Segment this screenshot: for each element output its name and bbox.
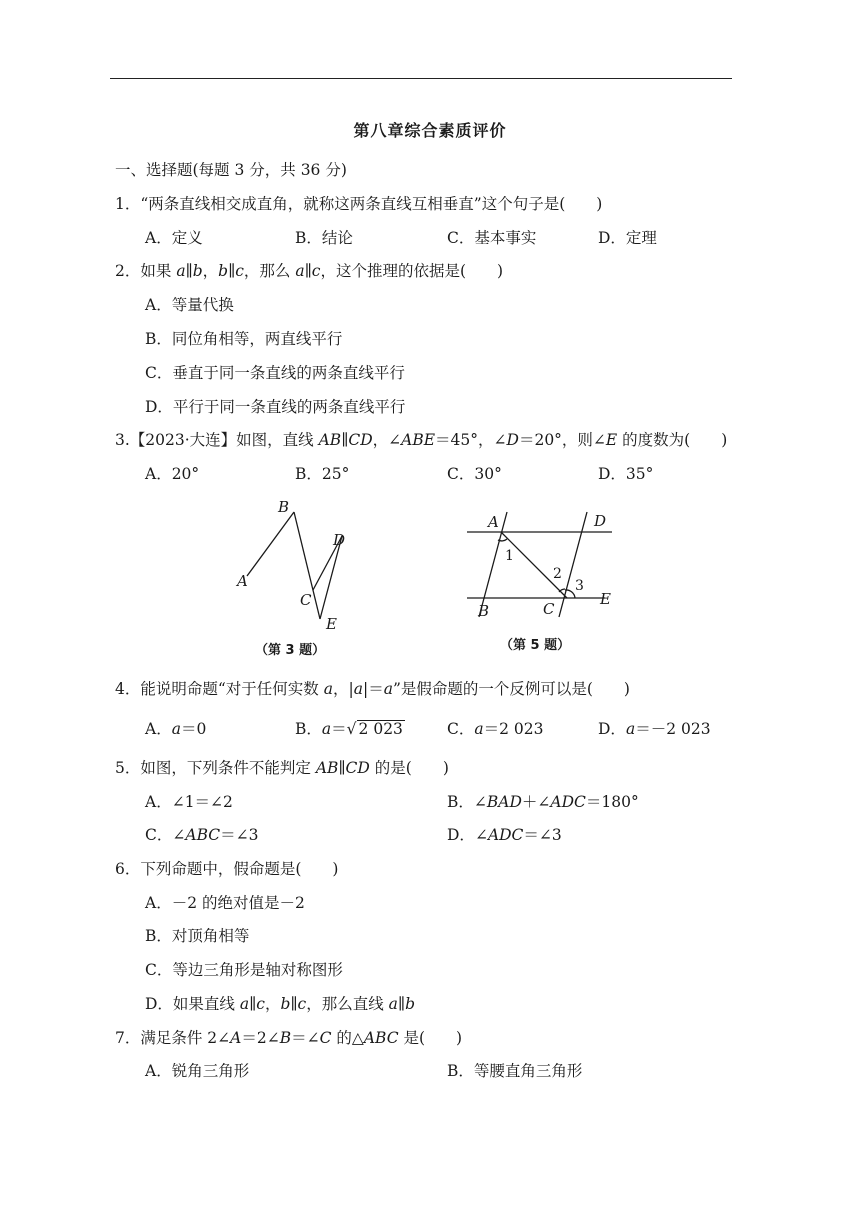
question-1: 1．“两条直线相交成直角，就称这两条直线互相垂直”这个句子是( ) — [115, 195, 603, 213]
q5-option-a: A．∠1＝∠2 — [145, 793, 233, 811]
q6-option-a: A．－2 的绝对值是－2 — [145, 894, 305, 912]
page-title: 第八章综合素质评价 — [353, 121, 507, 140]
q5-option-b: B．∠BAD＋∠ADC＝180° — [447, 793, 639, 811]
header-rule — [110, 78, 732, 79]
fig3-label-a: A — [237, 572, 248, 590]
q4-option-b: B．a＝√ 2 023 — [295, 720, 403, 738]
q4-option-d: D．a＝－2 023 — [598, 720, 711, 738]
q4-option-a: A．a＝0 — [145, 720, 207, 738]
fig5-label-e: E — [600, 590, 611, 608]
q7-option-a: A．锐角三角形 — [145, 1062, 250, 1080]
q2-option-d: D．平行于同一条直线的两条直线平行 — [145, 398, 406, 416]
question-5: 5．如图，下列条件不能判定 AB∥CD 的是( ) — [115, 759, 449, 777]
figure-3-diagram — [225, 490, 365, 665]
question-6-stem: 下列命题中，假命题是( ) — [140, 860, 339, 878]
question-2: 2．如果 a∥b，b∥c，那么 a∥c，这个推理的依据是( ) — [115, 262, 504, 280]
q6-option-d: D．如果直线 a∥c，b∥c，那么直线 a∥b — [145, 995, 415, 1013]
q2-option-c: C．垂直于同一条直线的两条直线平行 — [145, 364, 405, 382]
fig5-label-a: A — [488, 513, 499, 531]
segment-ac — [501, 532, 567, 598]
q3-option-a: A．20° — [145, 465, 200, 483]
question-3: 3.【2023·大连】如图，直线 AB∥CD，∠ABE＝45°，∠D＝20°，则∠E 的度数为( ) — [115, 431, 728, 449]
q4-option-c: C．a＝2 023 — [447, 720, 544, 738]
q3-option-b: B．25° — [295, 465, 350, 483]
q5-option-d: D．∠ADC＝∠3 — [447, 826, 562, 844]
fig5-angle-3-label: 3 — [575, 578, 584, 594]
question-4: 4．能说明命题“对于任何实数 a，|a|＝a”是假命题的一个反例可以是( ) — [115, 680, 630, 698]
q7-option-b: B．等腰直角三角形 — [447, 1062, 583, 1080]
fig3-label-c: C — [300, 591, 312, 609]
q1-option-d: D．定理 — [598, 229, 657, 247]
fig5-label-d: D — [594, 512, 607, 530]
question-1-stem: “两条直线相交成直角，就称这两条直线互相垂直”这个句子是( ) — [140, 195, 603, 213]
q2-option-a: A．等量代换 — [145, 296, 234, 314]
fig5-angle-2-label: 2 — [553, 566, 562, 582]
fig3-label-b: B — [278, 498, 290, 516]
fig3-label-d: D — [333, 531, 346, 549]
sqrt-symbol: √ — [346, 720, 357, 738]
q2-option-b: B．同位角相等，两直线平行 — [145, 330, 343, 348]
figure-3-caption: （第 3 题） — [255, 643, 326, 658]
fig5-label-c: C — [543, 600, 555, 618]
q1-option-c: C．基本事实 — [447, 229, 537, 247]
figure-5-caption: （第 5 题） — [500, 638, 571, 653]
fig5-label-b: B — [478, 602, 490, 620]
q1-option-a: A．定义 — [145, 229, 203, 247]
question-6: 6．下列命题中，假命题是( ) — [115, 860, 339, 878]
fig3-label-e: E — [326, 615, 337, 633]
q5-option-c: C．∠ABC＝∠3 — [145, 826, 259, 844]
angle-2-arc — [559, 589, 565, 592]
sqrt-radicand: 2 023 — [358, 720, 403, 738]
line-dc — [559, 512, 587, 617]
section-heading: 一、选择题(每题 3 分，共 36 分) — [115, 161, 347, 179]
q3-option-d: D．35° — [598, 465, 654, 483]
q6-option-c: C．等边三角形是轴对称图形 — [145, 961, 343, 979]
q3-option-c: C．30° — [447, 465, 502, 483]
question-7: 7．满足条件 2∠A＝2∠B＝∠C 的△ABC 是( ) — [115, 1029, 463, 1047]
segment-ab — [247, 512, 294, 576]
q6-option-b: B．对顶角相等 — [145, 927, 250, 945]
fig5-angle-1-label: 1 — [505, 548, 514, 564]
figure-5-diagram — [455, 500, 625, 660]
q1-option-b: B．结论 — [295, 229, 353, 247]
